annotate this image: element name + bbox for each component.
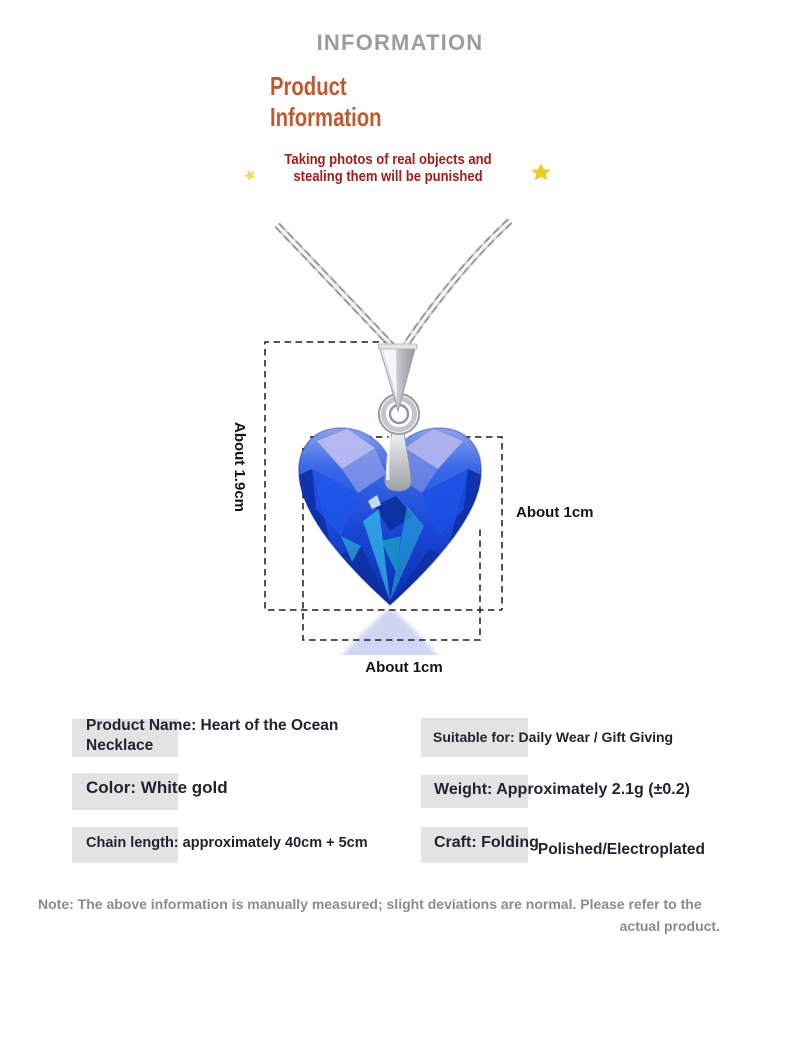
spec-weight: Weight: Approximately 2.1g (±0.2) [434, 781, 690, 798]
page-title-line2: Information [270, 102, 382, 132]
disclaimer-line1: Note: The above information is manually measured; slight deviations are normal. Please refer to the [38, 896, 702, 912]
spec-product-name-line1: Product Name: Heart of the Ocean [86, 717, 339, 734]
height-dimension-label: About 1.9cm [231, 421, 248, 512]
page-title-line1: Product [270, 71, 347, 101]
spec-product-name [86, 716, 338, 756]
pendant-chain [277, 221, 510, 349]
spec-craft-extra: Polished/Electroplated [537, 841, 705, 858]
pendant-reflection [299, 607, 481, 700]
page-kicker: INFORMATION [316, 30, 484, 55]
width-dimension-label-right: About 1cm [516, 504, 594, 521]
disclaimer-line2: actual product. [619, 918, 720, 934]
spec-craft-label: Craft: Folding [434, 834, 539, 851]
spec-suitable-for: Suitable for: Daily Wear / Gift Giving [433, 729, 674, 745]
warning-line1: Taking photos of real objects and [284, 152, 492, 168]
disclaimer-note [38, 893, 720, 937]
warning-line2: stealing them will be punished [293, 169, 483, 185]
spec-product-name-line2: Necklace [86, 737, 154, 754]
spec-craft [434, 834, 705, 858]
spec-chain-length: Chain length: approximately 40cm + 5cm [86, 835, 368, 851]
spec-color: Color: White gold [86, 778, 228, 797]
width-dimension-label-bottom: About 1cm [365, 659, 443, 676]
